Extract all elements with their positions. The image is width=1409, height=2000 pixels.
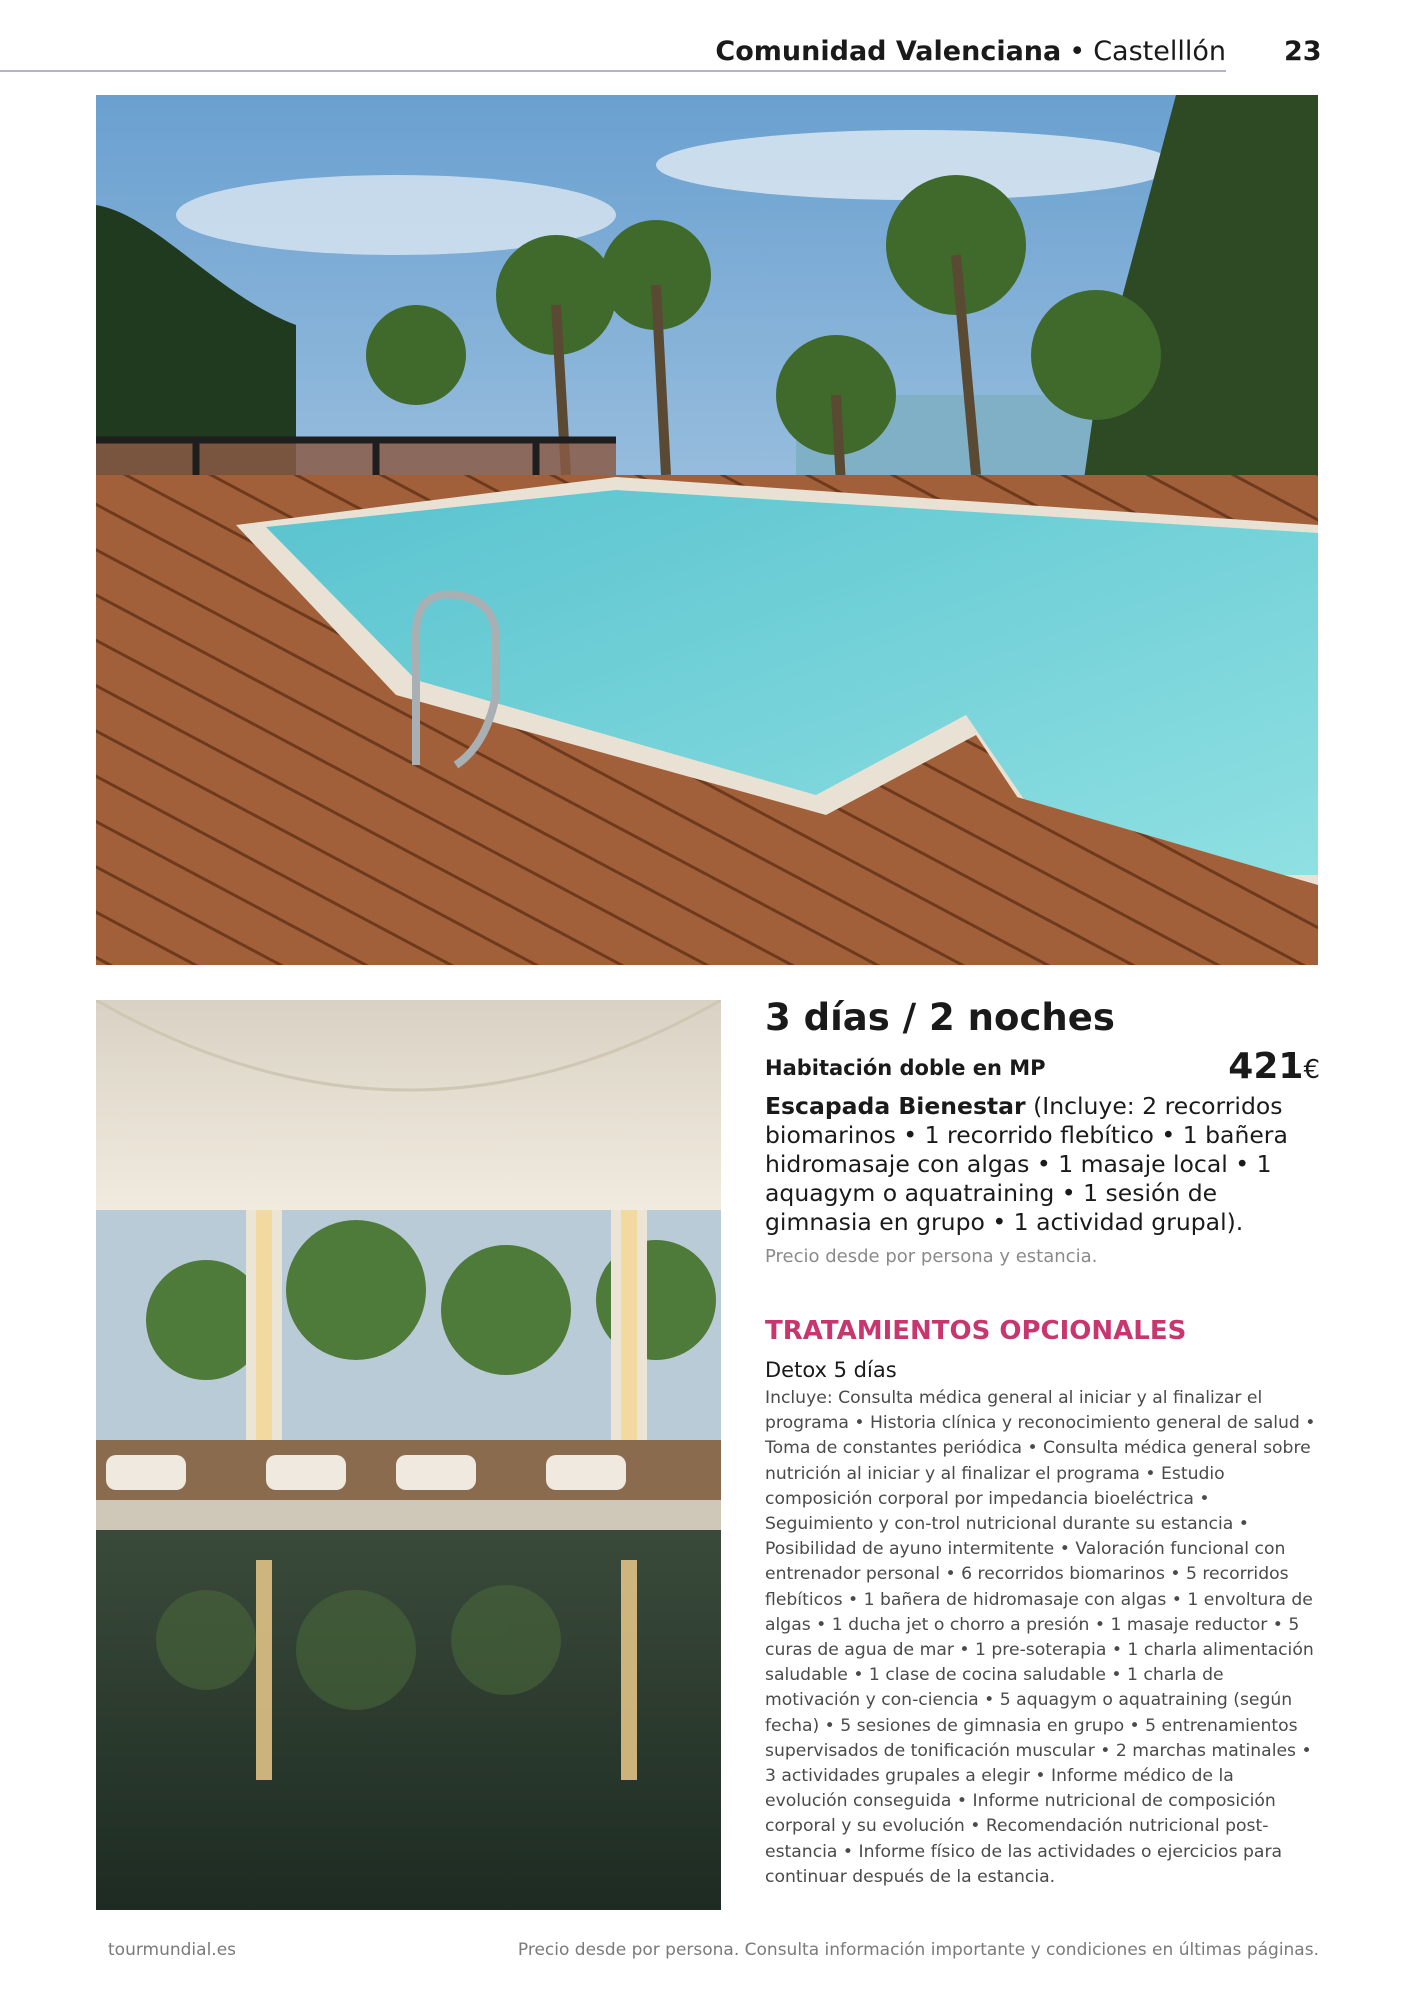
section-title <box>715 36 1226 67</box>
package-description <box>765 1092 1320 1237</box>
treatment-description: Incluye: Consulta médica general al iniciar y al finalizar el programa • Historia clínica y reconocimiento general de salud • Toma de constantes periódica • Consulta médica general sobre nutrición al iniciar y al finalizar el programa • Estudio composición corporal por impedancia bioeléctrica • Seguimiento y con-trol nutricional durante su estancia • Posibilidad de ayuno intermitente • Valoración funcional con entrenador personal • 6 recorridos biomarinos • 5 recorridos flebíticos • 1 bañera de hidromasaje con algas • 1 envoltura de algas • 1 ducha jet o chorro a presión • 1 masaje reductor • 5 curas de agua de mar • 1 pre-soterapia • 1 charla alimentación saludable • 1 clase de cocina saludable • 1 charla de motivación y con-ciencia • 5 aquagym o aquatraining (según fecha) • 5 sesiones de gimnasia en grupo • 5 entrenamientos supervisados de tonificación muscular • 2 marchas matinales • 3 actividades grupales a elegir • Informe médico de la evolución conseguida • Informe nutricional de composición corporal y su evolución • Recomendación nutricional post-estancia • Informe físico de las actividades o ejercicios para continuar después de la estancia. <box>765 1388 1316 1887</box>
price-note: Precio desde por persona y estancia. <box>765 1246 1098 1267</box>
indoor-spa-pool-photo <box>96 1000 721 1910</box>
title-separator: • <box>1069 36 1086 67</box>
price <box>1228 1046 1320 1087</box>
page-number: 23 <box>1284 36 1322 67</box>
package-details: (Incluye: 2 recorridos biomarinos • 1 recorrido flebítico • 1 bañera hidromasaje con algas • 1 masaje local • 1 aquagym o aquatraining • 1 sesión de gimnasia en grupo • 1 actividad grupal). <box>765 1092 1288 1236</box>
room-type: Habitación doble en MP <box>765 1056 1046 1080</box>
room-price-row <box>765 1046 1320 1086</box>
treatments-heading: TRATAMIENTOS OPCIONALES <box>765 1316 1187 1346</box>
province-name: Castelllón <box>1093 36 1226 67</box>
price-value: 421 <box>1228 1046 1304 1087</box>
package-name: Escapada Bienestar <box>765 1092 1026 1120</box>
treatment-name: Detox 5 días <box>765 1358 897 1382</box>
outdoor-pool-photo <box>96 95 1318 965</box>
footer-website: tourmundial.es <box>108 1940 237 1960</box>
offer-duration: 3 días / 2 noches <box>765 996 1115 1039</box>
header-divider <box>0 70 1226 72</box>
region-name: Comunidad Valenciana <box>715 36 1062 67</box>
price-currency: € <box>1303 1055 1320 1085</box>
footer-note: Precio desde por persona. Consulta información importante y condiciones en últimas páginas. <box>517 1940 1319 1960</box>
